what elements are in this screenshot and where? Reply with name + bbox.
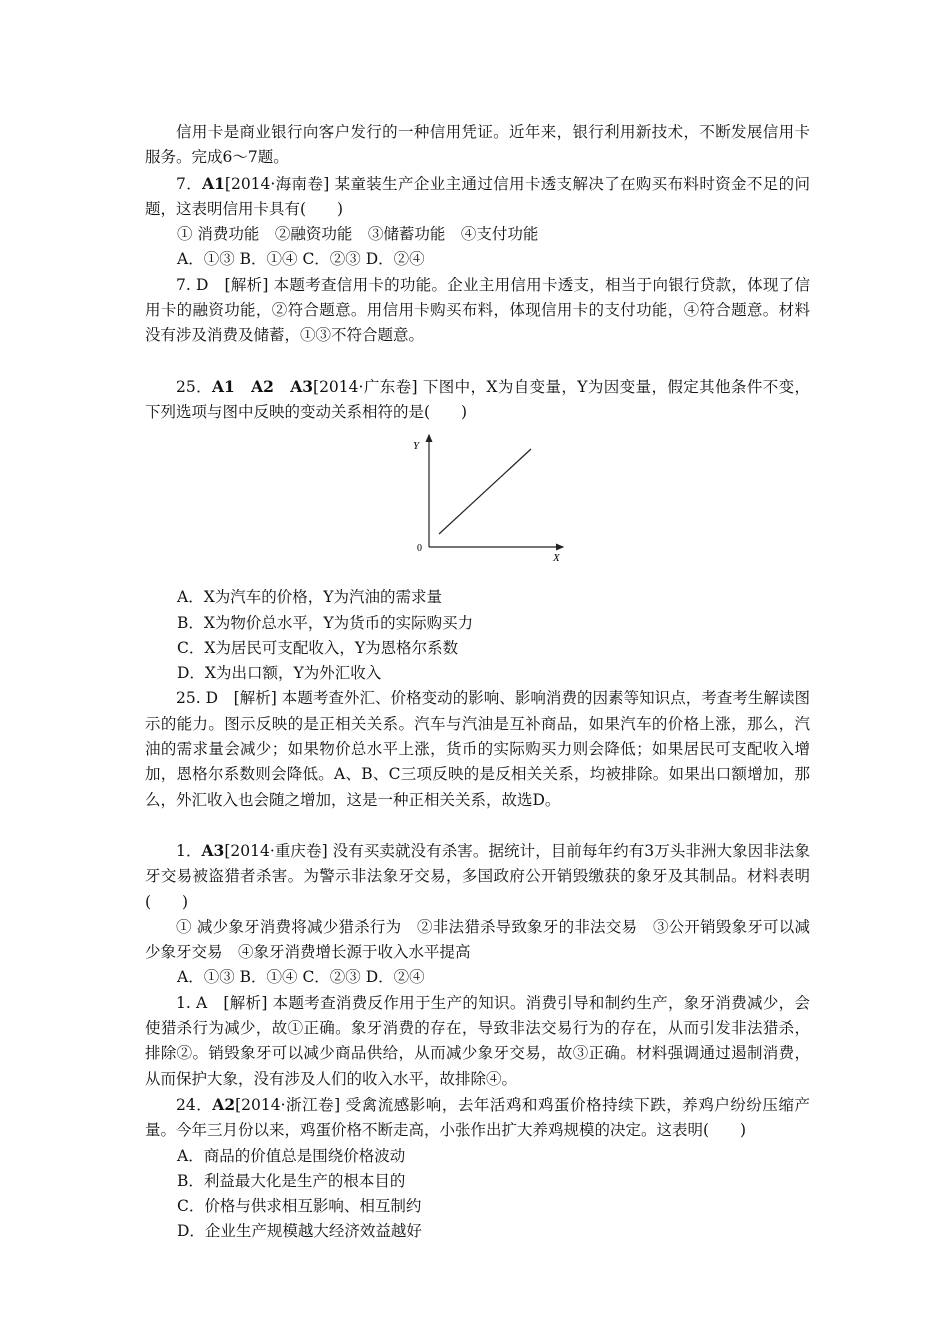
question-number: 7．: [176, 174, 203, 193]
question-text: [2014·重庆卷] 没有买卖就没有杀害。据统计，目前每年约有3万头非洲大象因非法象牙交易被盗猎者杀害。为警示非法象牙交易，多国政府公开销毁缴获的象牙及其制品。材料表明( ): [145, 841, 810, 911]
knowledge-code: A1: [202, 173, 225, 193]
option-a: A．商品的价值总是围绕价格波动: [177, 1146, 406, 1165]
origin-label: 0: [417, 543, 422, 555]
x-axis-label: X: [553, 552, 560, 565]
question-24-stem: [145, 1092, 810, 1144]
question-number: 24．: [176, 1095, 213, 1114]
question-25-stem: [145, 374, 810, 426]
knowledge-code: A3: [201, 840, 225, 860]
option-c: C．X为居民可支配收入，Y为恩格尔系数: [177, 638, 459, 657]
option-b: B．利益最大化是生产的根本目的: [177, 1171, 406, 1190]
option-d: D．企业生产规模越大经济效益越好: [177, 1222, 422, 1241]
knowledge-code: A1 A2 A3: [212, 376, 314, 396]
question-7-options: A．①③ B．①④ C．②③ D．②④: [177, 250, 425, 269]
y-axis-label: Y: [413, 440, 420, 453]
spacer: [145, 813, 810, 838]
option-c: C．价格与供求相互影响、相互制约: [177, 1197, 422, 1216]
question-7-stem: [145, 171, 810, 223]
graph-svg: [413, 429, 573, 579]
question-number: 1．: [176, 841, 202, 860]
question-text: [2014·广东卷] 下图中，X为自变量，Y为因变量，假定其他条件不变，下列选项与图中反映的变动关系相符的是( ): [145, 377, 810, 421]
question-1-options: A．①③ B．①④ C．②③ D．②④: [177, 968, 425, 987]
question-25-answer: 25. D [解析] 本题考查外汇、价格变动的影响、影响消费的因素等知识点，考查考生解读图示的能力。图示反映的是正相关关系。汽车与汽油是互补商品，如果汽车的价格上涨，那么，汽油的需求量会减少；如果物价总水平上涨，货币的实际购买力则会降低；如果居民可支配收入增加，恩格尔系数则会降低。A、B、C三项反映的是反相关关系，均被排除。如果出口额增加，那么，外汇收入也会随之增加，这是一种正相关关系，故选D。: [145, 689, 810, 809]
option-b: B．X为物价总水平，Y为货币的实际购买力: [177, 613, 474, 632]
knowledge-code: A2: [212, 1094, 236, 1114]
document-page: [145, 120, 810, 1245]
question-number: 25．: [176, 377, 213, 396]
question-1-stem: [145, 838, 810, 915]
xy-graph: [145, 429, 810, 579]
question-1-answer: 1. A [解析] 本题考查消费反作用于生产的知识。消费引导和制约生产，象牙消费减少，会使猎杀行为减少，故①正确。象牙消费的存在，导致非法交易行为的存在，从而引发非法猎杀，排除②。销毁象牙可以减少商品供给，从而减少象牙交易，故③正确。材料强调通过遏制消费，从而保护大象，没有涉及人们的收入水平，故排除④。: [145, 993, 810, 1088]
intro-paragraph: 信用卡是商业银行向客户发行的一种信用凭证。近年来，银行利用新技术，不断发展信用卡服务。完成6～7题。: [145, 123, 810, 167]
question-text: [2014·浙江卷] 受禽流感影响，去年活鸡和鸡蛋价格持续下跌，养鸡户纷纷压缩产量。今年三月份以来，鸡蛋价格不断走高，小张作出扩大养鸡规模的决定。这表明( ): [145, 1095, 810, 1140]
question-7-answer: 7. D [解析] 本题考查信用卡的功能。企业主用信用卡透支，相当于向银行贷款，体现了信用卡的融资功能，②符合题意。用信用卡购买布料，体现信用卡的支付功能，④符合题意。材料没有涉及消费及储蓄，①③不符合题意。: [145, 275, 810, 345]
positive-relation-line: [439, 449, 531, 534]
spacer: [145, 349, 810, 374]
question-1-items: ① 减少象牙消费将减少猎杀行为 ②非法猎杀导致象牙的非法交易 ③公开销毁象牙可以减少象牙交易 ④象牙消费增长源于收入水平提高: [145, 917, 810, 962]
option-a: A．X为汽车的价格，Y为汽油的需求量: [177, 588, 442, 607]
question-7-items: ① 消费功能 ②融资功能 ③储蓄功能 ④支付功能: [177, 225, 539, 244]
question-text: [2014·海南卷] 某童装生产企业主通过信用卡透支解决了在购买布料时资金不足的问题，这表明信用卡具有( ): [145, 174, 810, 218]
option-d: D．X为出口额，Y为外汇收入: [177, 664, 382, 683]
